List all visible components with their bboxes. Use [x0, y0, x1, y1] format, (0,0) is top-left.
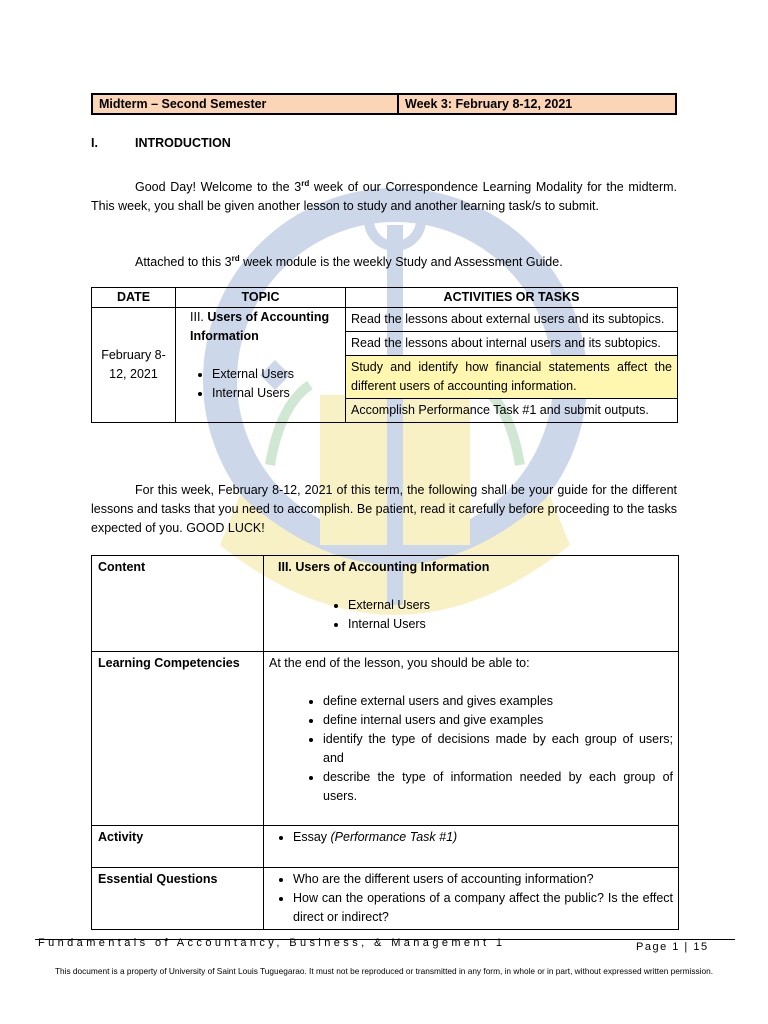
content-item: • External Users	[348, 596, 673, 615]
footer-page-number: Page 1 | 15	[636, 941, 709, 953]
topic-item: • Internal Users	[212, 384, 340, 403]
schedule-topic: III. Users of Accounting Information • External Users • Internal Users	[176, 308, 346, 423]
competencies-cell	[264, 652, 679, 826]
content-cell	[264, 556, 679, 652]
competency-item: • define internal users and give examples	[323, 711, 673, 730]
competency-item: • define external users and gives examples	[323, 692, 673, 711]
questions-label: Essential Questions	[92, 868, 264, 930]
activity-cell: • Essay (Performance Task #1)	[264, 826, 679, 868]
header-week: Week 3: February 8-12, 2021	[405, 97, 573, 111]
study-guide-table	[91, 555, 679, 930]
header-bar	[91, 93, 677, 115]
activity-cell: Study and identify how financial statements affect the different users of accounting information.	[346, 356, 678, 399]
section-heading	[91, 136, 231, 150]
competencies-intro: At the end of the lesson, you should be able to:	[269, 656, 530, 670]
schedule-table	[91, 287, 678, 423]
topic-item: • External Users	[212, 365, 340, 384]
content-item: • Internal Users	[348, 615, 673, 634]
activity-label: Activity	[92, 826, 264, 868]
footer-divider	[35, 939, 735, 940]
guide-paragraph: For this week, February 8-12, 2021 of this term, the following shall be your guide for the different lessons and tasks that you need to accomplish. Be patient, read it carefully before proceeding to the tasks expected of you. GOOD LUCK!	[91, 483, 677, 535]
intro-paragraph-2: Attached to this 3rd week module is the weekly Study and Assessment Guide.	[135, 254, 563, 270]
footer-course: Fundamentals of Accountancy, Business, & Management 1	[38, 937, 506, 949]
activity-cell: Read the lessons about external users and its subtopics.	[346, 308, 678, 332]
footer-notice: This document is a property of University of Saint Louis Tuguegarao. It must not be reproduced or transmitted in any form, in whole or in part, without expressed written permission.	[54, 966, 714, 976]
activity-cell: Read the lessons about internal users and its subtopics.	[346, 332, 678, 356]
question-item: • Who are the different users of accounting information?	[293, 870, 673, 889]
questions-cell	[264, 868, 679, 930]
col-header-activities: ACTIVITIES OR TASKS	[346, 288, 678, 308]
content-label: Content	[92, 556, 264, 652]
question-item: • How can the operations of a company affect the public? Is the effect direct or indirect?	[293, 889, 673, 927]
competency-item: • identify the type of decisions made by each group of users; and	[323, 730, 673, 768]
competencies-label: Learning Competencies	[92, 652, 264, 826]
section-title: INTRODUCTION	[135, 136, 231, 150]
schedule-date: February 8-12, 2021	[92, 308, 176, 423]
activity-cell: Accomplish Performance Task #1 and submit outputs.	[346, 399, 678, 423]
section-number: I.	[91, 136, 98, 150]
intro-paragraph-1: Good Day! Welcome to the 3rd week of our Correspondence Learning Modality for the midterm. This week, you shall be given another lesson to study and another learning task/s to submit.	[91, 179, 677, 214]
competency-item: • describe the type of information needed by each group of users.	[323, 768, 673, 806]
content-title: III. Users of Accounting Information	[278, 560, 490, 574]
col-header-topic: TOPIC	[176, 288, 346, 308]
header-semester: Midterm – Second Semester	[93, 95, 399, 113]
col-header-date: DATE	[92, 288, 176, 308]
